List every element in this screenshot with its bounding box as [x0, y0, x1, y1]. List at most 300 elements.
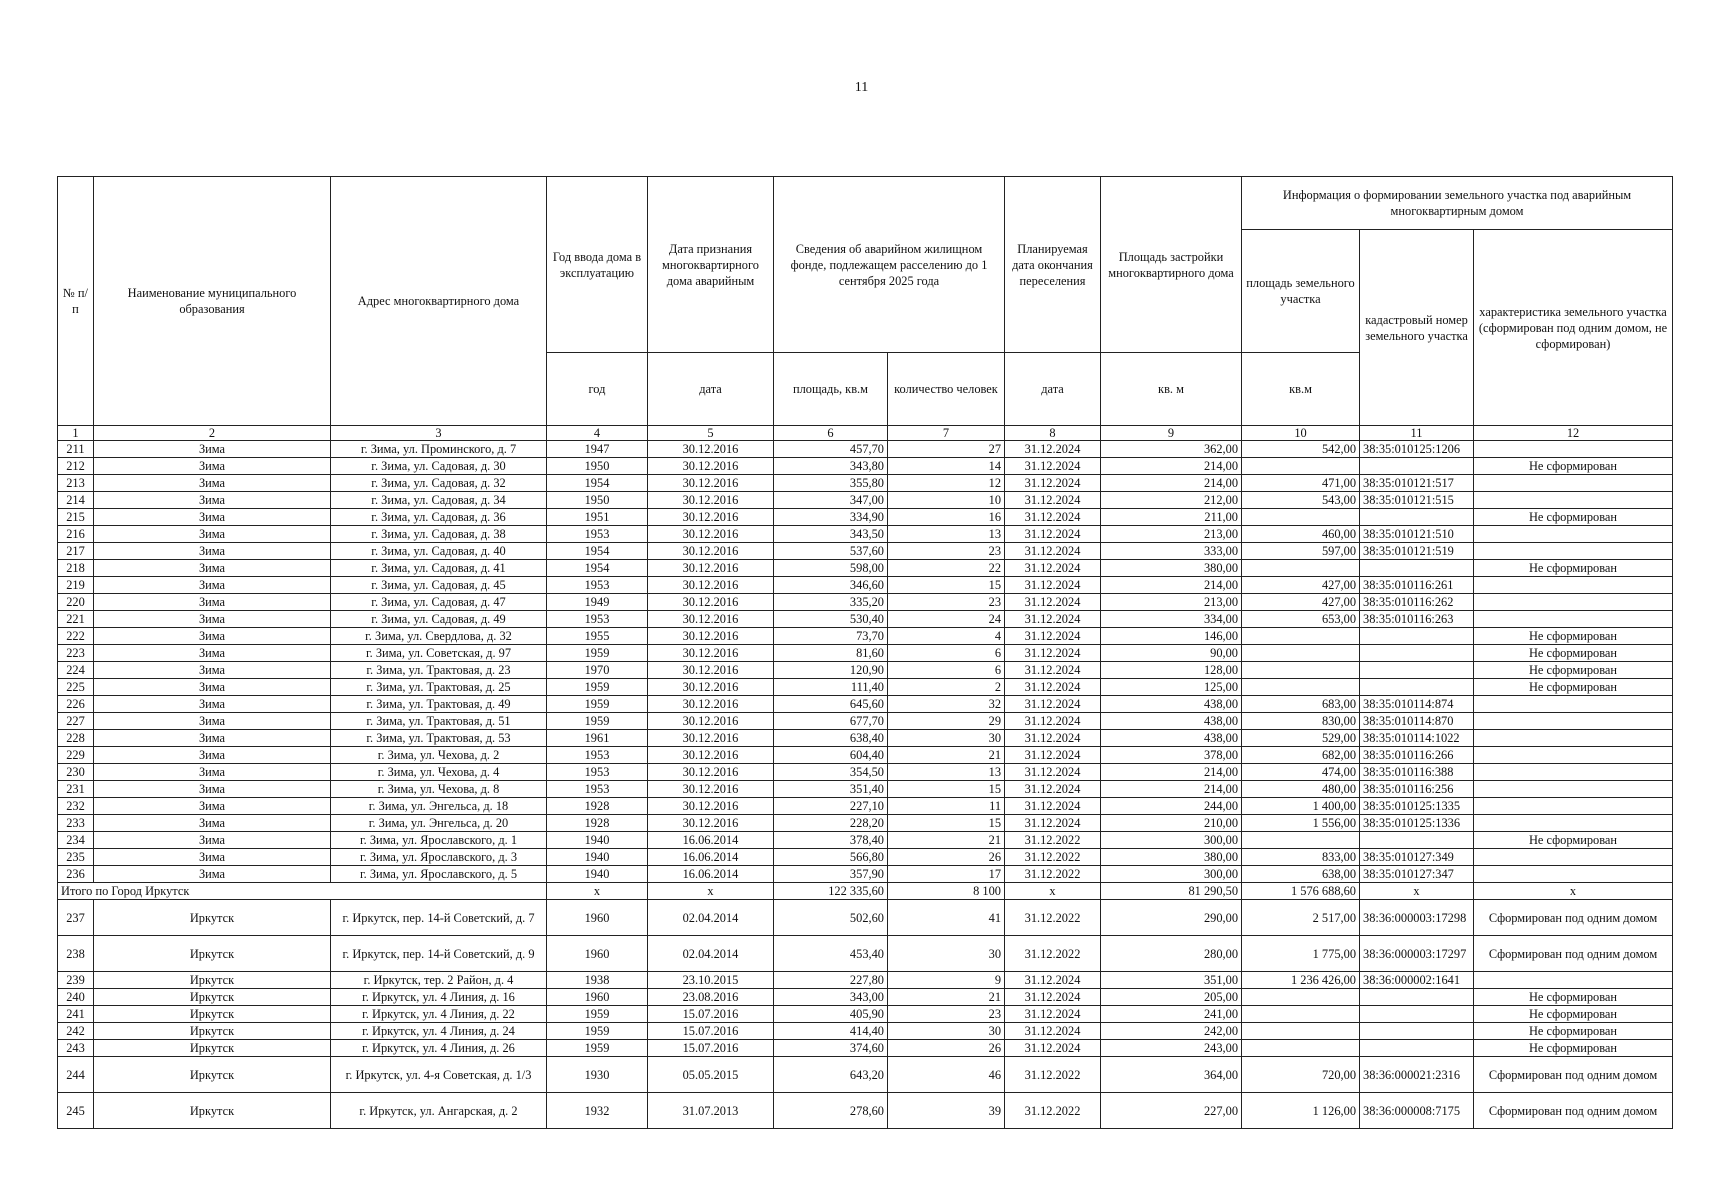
row-cadastral — [1360, 628, 1474, 645]
row-plan-date: 31.12.2022 — [1005, 1093, 1101, 1129]
row-land-area: 830,00 — [1242, 713, 1360, 730]
row-municipality: Зима — [94, 611, 331, 628]
row-people: 21 — [888, 989, 1005, 1006]
unit-build-area: кв. м — [1101, 353, 1242, 426]
row-cadastral: 38:35:010121:510 — [1360, 526, 1474, 543]
row-year: 1959 — [547, 1006, 648, 1023]
row-land-characteristic — [1474, 815, 1673, 832]
row-land-characteristic — [1474, 764, 1673, 781]
row-municipality: Зима — [94, 747, 331, 764]
row-number: 228 — [58, 730, 94, 747]
row-plan-date: 31.12.2024 — [1005, 679, 1101, 696]
row-address: г. Зима, ул. Трактовая, д. 53 — [331, 730, 547, 747]
row-people: 21 — [888, 832, 1005, 849]
row-recognition-date: 15.07.2016 — [648, 1023, 774, 1040]
column-number: 5 — [648, 426, 774, 441]
row-year: 1970 — [547, 662, 648, 679]
row-land-area: 833,00 — [1242, 849, 1360, 866]
column-number: 7 — [888, 426, 1005, 441]
row-build-area: 227,00 — [1101, 1093, 1242, 1129]
table-row — [58, 679, 1673, 696]
row-year: 1953 — [547, 747, 648, 764]
row-people: 41 — [888, 900, 1005, 936]
row-build-area: 380,00 — [1101, 560, 1242, 577]
table-row — [58, 543, 1673, 560]
row-municipality: Зима — [94, 764, 331, 781]
row-plan-date: 31.12.2024 — [1005, 781, 1101, 798]
row-municipality: Иркутск — [94, 1057, 331, 1093]
row-build-area: 205,00 — [1101, 989, 1242, 1006]
row-year: 1953 — [547, 577, 648, 594]
row-address: г. Зима, ул. Трактовая, д. 49 — [331, 696, 547, 713]
row-land-characteristic: Не сформирован — [1474, 662, 1673, 679]
row-year: 1950 — [547, 458, 648, 475]
row-people: 24 — [888, 611, 1005, 628]
row-plan-date: 31.12.2022 — [1005, 866, 1101, 883]
row-people: 15 — [888, 815, 1005, 832]
table-row — [58, 1006, 1673, 1023]
row-year: 1940 — [547, 849, 648, 866]
row-area: 278,60 — [774, 1093, 888, 1129]
row-land-area: 529,00 — [1242, 730, 1360, 747]
row-plan-date: 31.12.2024 — [1005, 509, 1101, 526]
row-recognition-date: 30.12.2016 — [648, 594, 774, 611]
row-address: г. Иркутск, пер. 14-й Советский, д. 7 — [331, 900, 547, 936]
table-row — [58, 815, 1673, 832]
row-land-characteristic — [1474, 577, 1673, 594]
row-area: 81,60 — [774, 645, 888, 662]
row-land-characteristic — [1474, 611, 1673, 628]
row-number: 238 — [58, 936, 94, 972]
row-people: 27 — [888, 441, 1005, 458]
table-row — [58, 611, 1673, 628]
row-year: 1930 — [547, 1057, 648, 1093]
row-land-area: 1 775,00 — [1242, 936, 1360, 972]
row-number: 221 — [58, 611, 94, 628]
row-plan-date: 31.12.2024 — [1005, 747, 1101, 764]
column-number: 3 — [331, 426, 547, 441]
table-row — [58, 560, 1673, 577]
row-municipality: Иркутск — [94, 900, 331, 936]
unit-plan-date: дата — [1005, 353, 1101, 426]
row-cadastral: 38:36:000003:17298 — [1360, 900, 1474, 936]
row-cadastral — [1360, 679, 1474, 696]
row-year: 1953 — [547, 526, 648, 543]
row-area: 227,10 — [774, 798, 888, 815]
header-cadastral: кадастровый номер земельного участка — [1360, 230, 1474, 426]
row-number: 219 — [58, 577, 94, 594]
row-people: 9 — [888, 972, 1005, 989]
row-plan-date: 31.12.2024 — [1005, 458, 1101, 475]
row-plan-date: 31.12.2024 — [1005, 526, 1101, 543]
row-land-area: 653,00 — [1242, 611, 1360, 628]
row-cadastral: 38:35:010125:1336 — [1360, 815, 1474, 832]
row-address: г. Иркутск, пер. 14-й Советский, д. 9 — [331, 936, 547, 972]
row-land-characteristic: Не сформирован — [1474, 1006, 1673, 1023]
table-row — [58, 458, 1673, 475]
row-people: 29 — [888, 713, 1005, 730]
row-plan-date: 31.12.2024 — [1005, 1023, 1101, 1040]
row-address: г. Зима, ул. Садовая, д. 49 — [331, 611, 547, 628]
row-people: 30 — [888, 1023, 1005, 1040]
row-area: 357,90 — [774, 866, 888, 883]
row-people: 23 — [888, 1006, 1005, 1023]
row-number: 213 — [58, 475, 94, 492]
row-number: 242 — [58, 1023, 94, 1040]
row-year: 1959 — [547, 645, 648, 662]
total-year: x — [547, 883, 648, 900]
row-year: 1928 — [547, 815, 648, 832]
table-row — [58, 1023, 1673, 1040]
row-recognition-date: 30.12.2016 — [648, 560, 774, 577]
row-year: 1951 — [547, 509, 648, 526]
row-municipality: Иркутск — [94, 972, 331, 989]
row-address: г. Зима, ул. Энгельса, д. 18 — [331, 798, 547, 815]
row-cadastral: 38:35:010114:874 — [1360, 696, 1474, 713]
table-header — [58, 177, 1673, 441]
row-build-area: 214,00 — [1101, 577, 1242, 594]
row-build-area: 146,00 — [1101, 628, 1242, 645]
row-year: 1960 — [547, 900, 648, 936]
total-row — [58, 883, 1673, 900]
row-cadastral: 38:35:010116:261 — [1360, 577, 1474, 594]
table-row — [58, 628, 1673, 645]
row-people: 17 — [888, 866, 1005, 883]
row-plan-date: 31.12.2024 — [1005, 798, 1101, 815]
row-area: 335,20 — [774, 594, 888, 611]
row-build-area: 300,00 — [1101, 832, 1242, 849]
row-municipality: Иркутск — [94, 1023, 331, 1040]
row-address: г. Зима, ул. Садовая, д. 32 — [331, 475, 547, 492]
row-land-area — [1242, 989, 1360, 1006]
row-area: 227,80 — [774, 972, 888, 989]
row-land-characteristic — [1474, 543, 1673, 560]
row-year: 1953 — [547, 764, 648, 781]
row-plan-date: 31.12.2024 — [1005, 972, 1101, 989]
row-recognition-date: 30.12.2016 — [648, 798, 774, 815]
row-land-area: 638,00 — [1242, 866, 1360, 883]
row-number: 218 — [58, 560, 94, 577]
row-build-area: 364,00 — [1101, 1057, 1242, 1093]
column-number: 9 — [1101, 426, 1242, 441]
row-land-area: 427,00 — [1242, 577, 1360, 594]
unit-year: год — [547, 353, 648, 426]
column-number: 11 — [1360, 426, 1474, 441]
row-municipality: Зима — [94, 832, 331, 849]
row-area: 566,80 — [774, 849, 888, 866]
table-row — [58, 798, 1673, 815]
row-area: 343,80 — [774, 458, 888, 475]
row-people: 13 — [888, 526, 1005, 543]
row-land-characteristic: Сформирован под одним домом — [1474, 1093, 1673, 1129]
row-land-area — [1242, 1006, 1360, 1023]
row-municipality: Зима — [94, 577, 331, 594]
row-year: 1959 — [547, 713, 648, 730]
table-row — [58, 441, 1673, 458]
row-plan-date: 31.12.2022 — [1005, 900, 1101, 936]
row-address: г. Зима, ул. Трактовая, д. 51 — [331, 713, 547, 730]
row-land-characteristic — [1474, 696, 1673, 713]
table-row — [58, 936, 1673, 972]
row-plan-date: 31.12.2024 — [1005, 713, 1101, 730]
row-land-area: 1 556,00 — [1242, 815, 1360, 832]
header-land-info: Информация о формировании земельного участка под аварийным многоквартирным домом — [1242, 177, 1673, 230]
housing-registry-table — [57, 176, 1673, 1129]
row-land-characteristic — [1474, 866, 1673, 883]
row-recognition-date: 30.12.2016 — [648, 577, 774, 594]
row-people: 46 — [888, 1057, 1005, 1093]
row-recognition-date: 30.12.2016 — [648, 781, 774, 798]
row-municipality: Зима — [94, 696, 331, 713]
row-build-area: 128,00 — [1101, 662, 1242, 679]
row-number: 229 — [58, 747, 94, 764]
page-number: 11 — [854, 80, 869, 95]
row-land-characteristic — [1474, 475, 1673, 492]
table-body — [58, 441, 1673, 1129]
row-municipality: Зима — [94, 866, 331, 883]
row-plan-date: 31.12.2024 — [1005, 662, 1101, 679]
row-recognition-date: 30.12.2016 — [648, 611, 774, 628]
unit-area: площадь, кв.м — [774, 353, 888, 426]
unit-people: количество человек — [888, 353, 1005, 426]
table-row — [58, 989, 1673, 1006]
row-cadastral — [1360, 1023, 1474, 1040]
row-cadastral: 38:36:000021:2316 — [1360, 1057, 1474, 1093]
row-address: г. Зима, ул. Трактовая, д. 23 — [331, 662, 547, 679]
row-recognition-date: 02.04.2014 — [648, 900, 774, 936]
row-build-area: 362,00 — [1101, 441, 1242, 458]
row-land-area — [1242, 1040, 1360, 1057]
total-plan-date: x — [1005, 883, 1101, 900]
table-row — [58, 832, 1673, 849]
total-cadastral: x — [1360, 883, 1474, 900]
table-row — [58, 509, 1673, 526]
row-address: г. Зима, ул. Садовая, д. 30 — [331, 458, 547, 475]
row-land-area: 480,00 — [1242, 781, 1360, 798]
row-year: 1954 — [547, 475, 648, 492]
row-land-characteristic: Не сформирован — [1474, 679, 1673, 696]
row-land-area: 597,00 — [1242, 543, 1360, 560]
total-label: Итого по Город Иркутск — [58, 883, 547, 900]
row-address: г. Зима, ул. Садовая, д. 45 — [331, 577, 547, 594]
table-row — [58, 781, 1673, 798]
row-municipality: Зима — [94, 509, 331, 526]
row-cadastral — [1360, 662, 1474, 679]
row-year: 1960 — [547, 989, 648, 1006]
row-plan-date: 31.12.2024 — [1005, 1006, 1101, 1023]
row-recognition-date: 30.12.2016 — [648, 764, 774, 781]
row-people: 6 — [888, 645, 1005, 662]
row-year: 1949 — [547, 594, 648, 611]
row-build-area: 242,00 — [1101, 1023, 1242, 1040]
row-land-area: 2 517,00 — [1242, 900, 1360, 936]
row-people: 23 — [888, 594, 1005, 611]
row-number: 211 — [58, 441, 94, 458]
row-recognition-date: 30.12.2016 — [648, 696, 774, 713]
row-year: 1953 — [547, 611, 648, 628]
row-address: г. Иркутск, ул. 4 Линия, д. 16 — [331, 989, 547, 1006]
table-row — [58, 577, 1673, 594]
row-plan-date: 31.12.2024 — [1005, 764, 1101, 781]
row-year: 1959 — [547, 1040, 648, 1057]
total-area: 122 335,60 — [774, 883, 888, 900]
row-address: г. Зима, ул. Трактовая, д. 25 — [331, 679, 547, 696]
row-cadastral: 38:35:010121:515 — [1360, 492, 1474, 509]
row-cadastral — [1360, 645, 1474, 662]
row-plan-date: 31.12.2024 — [1005, 645, 1101, 662]
column-number: 6 — [774, 426, 888, 441]
row-people: 26 — [888, 1040, 1005, 1057]
table-row — [58, 594, 1673, 611]
row-land-area — [1242, 662, 1360, 679]
row-cadastral: 38:36:000003:17297 — [1360, 936, 1474, 972]
column-number: 12 — [1474, 426, 1673, 441]
row-build-area: 214,00 — [1101, 781, 1242, 798]
row-build-area: 125,00 — [1101, 679, 1242, 696]
row-number: 231 — [58, 781, 94, 798]
row-number: 235 — [58, 849, 94, 866]
row-land-area: 471,00 — [1242, 475, 1360, 492]
row-land-area — [1242, 560, 1360, 577]
row-year: 1940 — [547, 832, 648, 849]
row-municipality: Иркутск — [94, 1040, 331, 1057]
row-build-area: 333,00 — [1101, 543, 1242, 560]
row-people: 14 — [888, 458, 1005, 475]
row-number: 220 — [58, 594, 94, 611]
row-build-area: 380,00 — [1101, 849, 1242, 866]
row-cadastral: 38:35:010125:1335 — [1360, 798, 1474, 815]
row-number: 212 — [58, 458, 94, 475]
row-number: 234 — [58, 832, 94, 849]
column-number-row — [58, 426, 1673, 441]
row-land-area: 543,00 — [1242, 492, 1360, 509]
row-land-area — [1242, 832, 1360, 849]
row-land-area: 474,00 — [1242, 764, 1360, 781]
row-municipality: Зима — [94, 730, 331, 747]
row-people: 21 — [888, 747, 1005, 764]
row-cadastral: 38:35:010127:349 — [1360, 849, 1474, 866]
row-number: 214 — [58, 492, 94, 509]
unit-date: дата — [648, 353, 774, 426]
row-people: 12 — [888, 475, 1005, 492]
row-build-area: 438,00 — [1101, 696, 1242, 713]
row-address: г. Иркутск, ул. 4-я Советская, д. 1/3 — [331, 1057, 547, 1093]
row-land-characteristic — [1474, 781, 1673, 798]
total-people: 8 100 — [888, 883, 1005, 900]
header-land-characteristic: характеристика земельного участка (сформирован под одним домом, не сформирован) — [1474, 230, 1673, 426]
row-address: г. Иркутск, ул. 4 Линия, д. 22 — [331, 1006, 547, 1023]
row-municipality: Зима — [94, 798, 331, 815]
row-build-area: 90,00 — [1101, 645, 1242, 662]
row-recognition-date: 30.12.2016 — [648, 730, 774, 747]
row-build-area: 300,00 — [1101, 866, 1242, 883]
row-land-area: 683,00 — [1242, 696, 1360, 713]
row-land-area: 542,00 — [1242, 441, 1360, 458]
row-land-area: 1 236 426,00 — [1242, 972, 1360, 989]
row-people: 4 — [888, 628, 1005, 645]
row-land-characteristic: Не сформирован — [1474, 509, 1673, 526]
table-row — [58, 1040, 1673, 1057]
row-recognition-date: 16.06.2014 — [648, 832, 774, 849]
row-number: 237 — [58, 900, 94, 936]
row-address: г. Зима, ул. Садовая, д. 41 — [331, 560, 547, 577]
row-land-characteristic: Не сформирован — [1474, 989, 1673, 1006]
row-recognition-date: 30.12.2016 — [648, 662, 774, 679]
row-build-area: 438,00 — [1101, 730, 1242, 747]
row-people: 11 — [888, 798, 1005, 815]
row-municipality: Иркутск — [94, 1006, 331, 1023]
row-address: г. Иркутск, ул. 4 Линия, д. 24 — [331, 1023, 547, 1040]
header-num: № п/п — [58, 177, 94, 426]
table-row — [58, 1057, 1673, 1093]
row-address: г. Зима, ул. Ярославского, д. 3 — [331, 849, 547, 866]
table-row — [58, 849, 1673, 866]
row-people: 26 — [888, 849, 1005, 866]
row-land-characteristic: Не сформирован — [1474, 628, 1673, 645]
row-plan-date: 31.12.2024 — [1005, 611, 1101, 628]
row-area: 334,90 — [774, 509, 888, 526]
row-year: 1928 — [547, 798, 648, 815]
row-recognition-date: 30.12.2016 — [648, 492, 774, 509]
row-number: 245 — [58, 1093, 94, 1129]
row-address: г. Зима, ул. Чехова, д. 8 — [331, 781, 547, 798]
row-number: 233 — [58, 815, 94, 832]
row-number: 230 — [58, 764, 94, 781]
row-municipality: Зима — [94, 526, 331, 543]
row-cadastral: 38:36:000002:1641 — [1360, 972, 1474, 989]
table-row — [58, 866, 1673, 883]
row-recognition-date: 30.12.2016 — [648, 815, 774, 832]
row-year: 1953 — [547, 781, 648, 798]
row-area: 343,00 — [774, 989, 888, 1006]
row-recognition-date: 30.12.2016 — [648, 475, 774, 492]
row-area: 378,40 — [774, 832, 888, 849]
row-cadastral: 38:35:010114:870 — [1360, 713, 1474, 730]
row-address: г. Зима, ул. Ярославского, д. 5 — [331, 866, 547, 883]
row-land-characteristic — [1474, 747, 1673, 764]
row-area: 414,40 — [774, 1023, 888, 1040]
row-number: 216 — [58, 526, 94, 543]
row-area: 530,40 — [774, 611, 888, 628]
row-people: 30 — [888, 730, 1005, 747]
row-build-area: 438,00 — [1101, 713, 1242, 730]
row-cadastral: 38:35:010127:347 — [1360, 866, 1474, 883]
row-area: 374,60 — [774, 1040, 888, 1057]
row-people: 2 — [888, 679, 1005, 696]
row-recognition-date: 30.12.2016 — [648, 747, 774, 764]
row-cadastral: 38:35:010121:519 — [1360, 543, 1474, 560]
row-people: 32 — [888, 696, 1005, 713]
row-plan-date: 31.12.2022 — [1005, 936, 1101, 972]
row-municipality: Зима — [94, 628, 331, 645]
row-recognition-date: 16.06.2014 — [648, 866, 774, 883]
row-address: г. Зима, ул. Садовая, д. 38 — [331, 526, 547, 543]
row-area: 354,50 — [774, 764, 888, 781]
row-municipality: Зима — [94, 475, 331, 492]
row-address: г. Зима, ул. Ярославского, д. 1 — [331, 832, 547, 849]
row-number: 236 — [58, 866, 94, 883]
row-land-characteristic — [1474, 798, 1673, 815]
row-plan-date: 31.12.2022 — [1005, 1057, 1101, 1093]
table-row — [58, 747, 1673, 764]
row-plan-date: 31.12.2022 — [1005, 832, 1101, 849]
row-recognition-date: 05.05.2015 — [648, 1057, 774, 1093]
row-recognition-date: 23.10.2015 — [648, 972, 774, 989]
row-number: 239 — [58, 972, 94, 989]
row-address: г. Зима, ул. Энгельса, д. 20 — [331, 815, 547, 832]
row-municipality: Иркутск — [94, 936, 331, 972]
row-cadastral: 38:35:010114:1022 — [1360, 730, 1474, 747]
